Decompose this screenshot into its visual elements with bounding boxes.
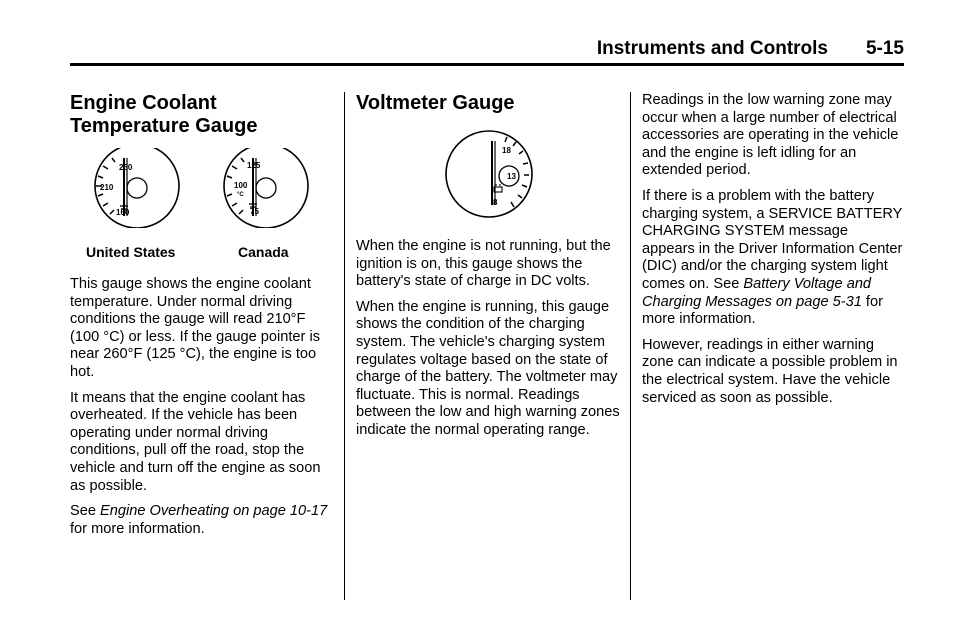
volt-label-18: 18: [502, 146, 511, 155]
column-coolant: [70, 92, 335, 537]
canada-label-125: 125: [247, 161, 261, 170]
header-rule: [70, 63, 904, 66]
column-divider: [344, 92, 345, 600]
us-label-260: 260: [119, 163, 133, 172]
column-voltmeter-cont: [642, 92, 904, 415]
column-divider: [630, 92, 631, 600]
page-header: [70, 38, 904, 60]
see-text: See: [70, 503, 101, 520]
volt-label-13: 13: [507, 172, 516, 181]
us-coolant-gauge: [95, 148, 179, 228]
coolant-paragraph-3: [70, 503, 335, 538]
caption-united-states: United States: [86, 244, 176, 260]
engine-overheating-link[interactable]: Engine Overheating on page 10-17: [100, 503, 328, 520]
coolant-body: [70, 276, 335, 546]
canada-label-unit: °C: [237, 192, 244, 198]
readings-paragraph: Readings in the low warning zone may occur when a large number of electrical accessories are operating in the vehicle and the engine is left idling for an extended period.: [642, 92, 899, 179]
voltmeter-body: [356, 238, 621, 448]
canada-label-75: 75: [250, 207, 259, 216]
column-voltmeter: [356, 92, 621, 438]
coolant-heading: Engine Coolant Temperature Gauge: [70, 92, 258, 137]
more-info-text: for more information.: [642, 293, 883, 328]
battery-voltage-link[interactable]: Battery Voltage and Charging Messages on page 5-31: [642, 275, 872, 310]
voltmeter-paragraph-1: When the engine is not running, but the ignition is on, this gauge shows the battery's state of charge in DC volts.: [356, 238, 611, 290]
warning-zone-paragraph: However, readings in either warning zone can indicate a possible problem in the electrical system. Have the vehicle serviced as soon as possible.: [642, 336, 898, 406]
coolant-gauge-illustrations: [70, 148, 335, 228]
us-label-160: 160: [116, 208, 130, 217]
coolant-gauges: [70, 148, 335, 228]
page-number: 5-15: [865, 38, 904, 59]
section-title: Instruments and Controls: [596, 38, 828, 59]
coolant-paragraph-1: This gauge shows the engine coolant temperature. Under normal driving conditions the gauge will read 210°F (100 °C) or less. If the gauge pointer is near 260°F (125 °C), the engine is too hot.: [70, 276, 321, 380]
voltmeter-heading: Voltmeter Gauge: [356, 92, 515, 114]
canada-label-100: 100: [234, 181, 248, 190]
problem-paragraph: [642, 188, 904, 329]
volt-label-8: 8: [493, 198, 498, 207]
canada-coolant-gauge: [224, 148, 308, 228]
voltmeter-gauge-illustration: [356, 129, 621, 229]
us-label-210: 210: [100, 183, 114, 192]
problem-text: If there is a problem with the battery charging system, a SERVICE BATTERY CHARGING SYSTEM message appears in the Driver Information Center (DIC) and/or the charging system light comes on. See: [642, 187, 903, 292]
voltmeter-paragraph-2: When the engine is running, this gauge shows the condition of the charging system. The vehicle's charging system regulates voltage based on the state of charge of the battery. The voltmeter may fluctuate. This is normal. Readings between the low and high warning zones indicate the normal operating range.: [356, 298, 620, 438]
caption-canada: Canada: [238, 244, 289, 260]
coolant-paragraph-2: It means that the engine coolant has overheated. If the vehicle has been operating under normal driving conditions, pull off the road, stop the vehicle and turn off the engine as soon as possible.: [70, 389, 321, 494]
more-info-text: for more information.: [70, 520, 205, 537]
